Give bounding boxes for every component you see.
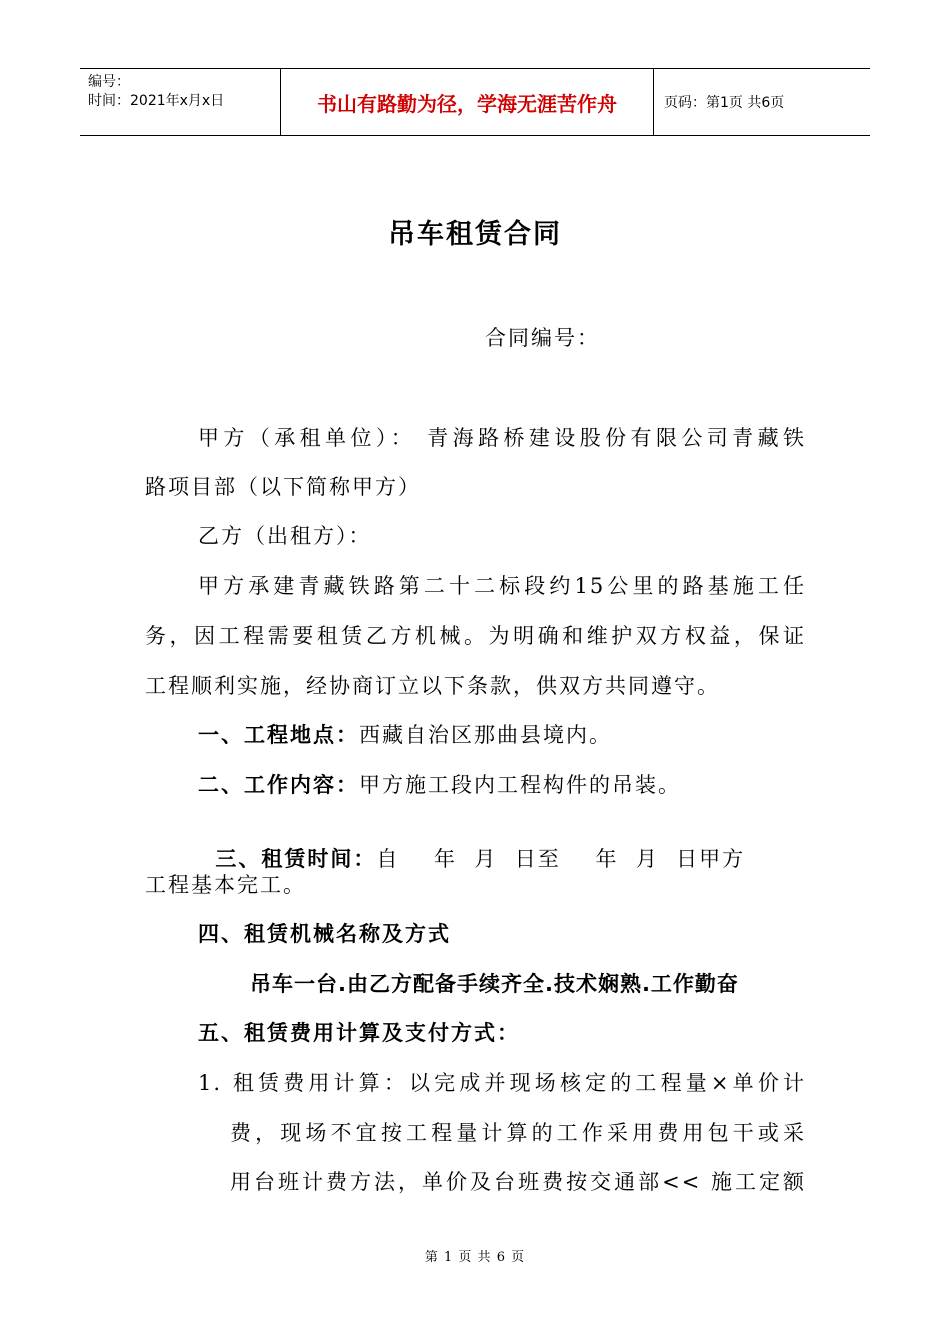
intro-line-1: 甲方承建青藏铁路第二十二标段约15公里的路基施工任 — [198, 574, 806, 598]
party-a-line-2: 路项目部（以下简称甲方） — [145, 475, 421, 499]
section-3-body: 自 年 月 日至 年 月 日甲方 — [376, 847, 746, 871]
section-2-body: 甲方施工段内工程构件的吊装。 — [359, 773, 681, 797]
section-3-continuation: 工程基本完工。 — [145, 873, 306, 897]
party-b-line: 乙方（出租方）： — [198, 524, 372, 548]
section-1-heading: 一、工程地点： — [198, 723, 359, 747]
page-footer: 第 1 页 共 6 页 — [424, 1250, 526, 1265]
item-1-line-2: 费，现场不宜按工程量计算的工作采用费用包干或采 — [230, 1121, 806, 1145]
contract-number-label: 合同编号： — [485, 326, 600, 350]
header-table — [80, 68, 870, 136]
section-1-body: 西藏自治区那曲县境内。 — [359, 723, 612, 747]
header-left-cell — [80, 69, 280, 135]
intro-line-2: 务，因工程需要租赁乙方机械。为明确和维护双方权益，保证 — [145, 624, 806, 648]
section-3 — [198, 819, 806, 873]
section-2-heading: 二、工作内容： — [198, 773, 359, 797]
section-1 — [198, 719, 612, 749]
section-4-heading: 四、租赁机械名称及方式 — [198, 922, 451, 946]
intro-line-3: 工程顺利实施，经协商订立以下条款，供双方共同遵守。 — [145, 674, 720, 698]
section-5-heading: 五、租赁费用计算及支付方式： — [198, 1021, 520, 1045]
header-motto: 书山有路勤为径，学海无涯苦作舟 — [280, 69, 654, 135]
party-a-line-1: 甲方（承租单位）： 青海路桥建设股份有限公司青藏铁 — [198, 426, 806, 450]
document-title: 吊车租赁合同 — [388, 219, 562, 250]
number-label: 编号： — [88, 74, 130, 90]
section-2 — [198, 769, 681, 799]
section-4-body: 吊车一台.由乙方配备手续齐全.技术娴熟.工作勤奋 — [250, 972, 739, 996]
header-page-info: 页码：第1页 共6页 — [664, 95, 785, 111]
item-1-line-1: 1. 租赁费用计算：以完成并现场核定的工程量×单价计 — [198, 1071, 806, 1095]
section-3-heading: 三、租赁时间： — [215, 847, 377, 871]
time-label: 时间：2021年x月x日 — [88, 93, 225, 109]
item-1-line-3: 用台班计费方法，单价及台班费按交通部<< 施工定额 — [230, 1170, 806, 1194]
